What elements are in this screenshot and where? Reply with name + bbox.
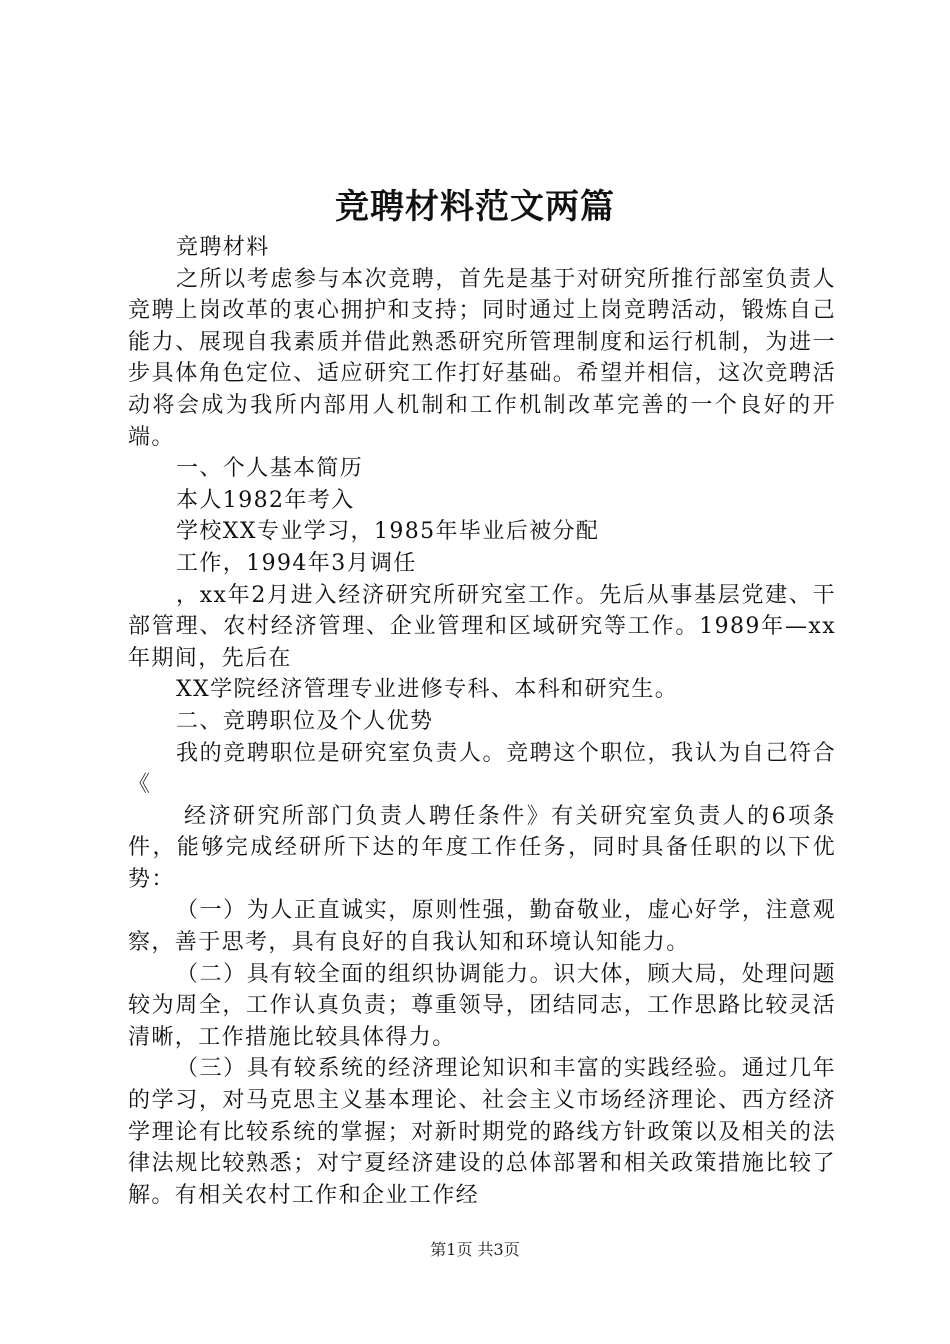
section-heading-position: 二、竞聘职位及个人优势 [176, 708, 434, 734]
paragraph-resume-3: 工作，1994年3月调任 [176, 550, 417, 576]
paragraph-intro: 之所以考虑参与本次竞聘，首先是基于对研究所推行部室负责人竞聘上岗改革的衷心拥护和支持；同时通过上岗竞聘活动，锻炼自己能力、展现自我素质并借此熟悉研究所管理制度和运行机制，为进一步具体角色定位、适应研究工作打好基础。希望并相信，这次竞聘活动将会成为我所内部用人机制和工作机制改革完善的一个良好的开端。 [128, 266, 836, 450]
paragraph-advantage-3: （三）具有较系统的经济理论知识和丰富的实践经验。通过几年的学习，对马克思主义基本理论、社会主义市场经济理论、西方经济学理论有比较系统的掌握；对新时期党的路线方针政策以及相关的法律法规比较熟悉；对宁夏经济建设的总体部署和相关政策措施比较了解。有相关农村工作和企业工作经 [128, 1056, 836, 1208]
paragraph-resume-5: XX学院经济管理专业进修专科、本科和研究生。 [176, 677, 679, 703]
section-heading-resume: 一、个人基本简历 [176, 456, 364, 482]
paragraph-resume-2: 学校XX专业学习，1985年毕业后被分配 [176, 519, 600, 545]
paragraph-advantage-2: （二）具有较全面的组织协调能力。识大体，顾大局，处理问题较为周全，工作认真负责；尊重领导，团结同志，工作思路比较灵活清晰，工作措施比较具体得力。 [128, 961, 836, 1050]
paragraph-heading-material: 竞聘材料 [176, 235, 270, 260]
paragraph-resume-4: ，xx年2月进入经济研究所研究室工作。先后从事基层党建、干部管理、农村经济管理、企业管理和区域研究等工作。1989年—xx年期间，先后在 [128, 582, 836, 671]
paragraph-advantage-1: （一）为人正直诚实，原则性强，勤奋敬业，虚心好学，注意观察，善于思考，具有良好的自我认知和环境认知能力。 [128, 898, 836, 956]
page-number-footer: 第1页 共3页 [430, 1240, 520, 1259]
document-body [128, 232, 836, 1211]
paragraph-position-2: 经济研究所部门负责人聘任条件》有关研究室负责人的6项条件，能够完成经研所下达的年度工作任务，同时具备任职的以下优势： [128, 803, 836, 892]
paragraph-resume-1: 本人1982年考入 [176, 487, 355, 513]
paragraph-position-1: 我的竞聘职位是研究室负责人。竞聘这个职位，我认为自己符合《 [128, 740, 836, 798]
document-title: 竞聘材料范文两篇 [335, 187, 615, 227]
